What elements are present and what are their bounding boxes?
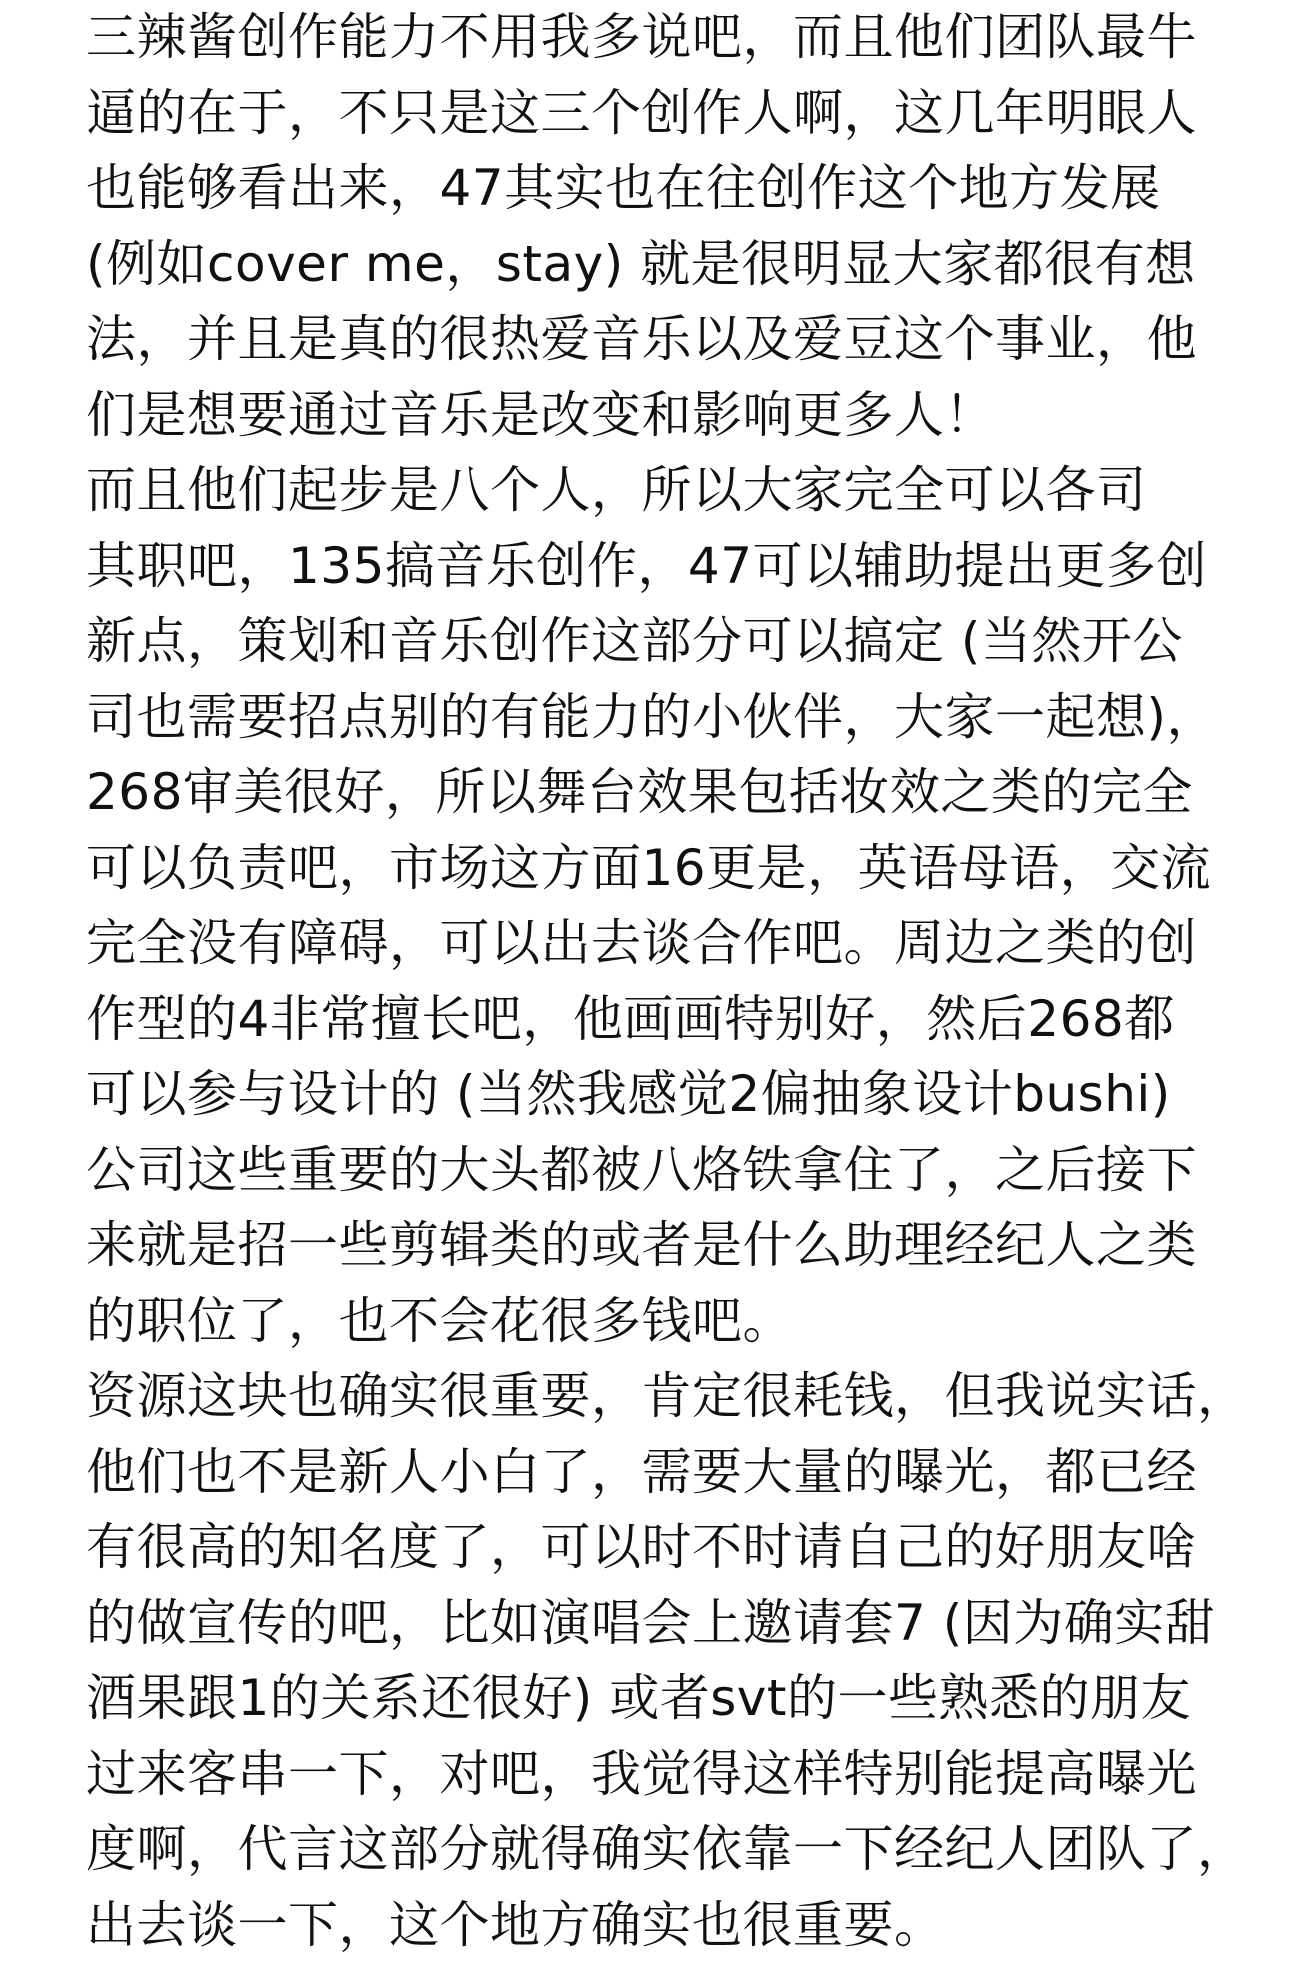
text-line: 酒果跟1的关系还很好) 或者svt的一些熟悉的朋友 <box>86 1669 1191 1727</box>
text-line: 有很高的知名度了，可以时不时请自己的好朋友啥 <box>86 1518 1197 1576</box>
text-line: 的做宣传的吧，比如演唱会上邀请套7 (因为确实甜 <box>86 1593 1216 1652</box>
text-line: 们是想要通过音乐是改变和影响更多人！ <box>86 385 995 444</box>
text-line: 度啊，代言这部分就得确实依靠一下经纪人团队了， <box>86 1820 1248 1878</box>
text-line: 的职位了，也不会花很多钱吧。 <box>86 1291 793 1350</box>
text-line: 也能够看出来，47其实也在往创作这个地方发展 <box>86 159 1161 217</box>
text-line: 可以参与设计的 (当然我感觉2偏抽象设计bushi) <box>86 1065 1171 1123</box>
text-line: 268审美很好，所以舞台效果包括妆效之类的完全 <box>86 763 1193 821</box>
text-line: 他们也不是新人小白了，需要大量的曝光，都已经 <box>86 1442 1197 1501</box>
text-line: 逼的在于，不只是这三个创作人啊，这几年明眼人 <box>86 83 1197 142</box>
text-line: 资源这块也确实很重要，肯定很耗钱，但我说实话， <box>86 1367 1248 1425</box>
text-line: 新点，策划和音乐创作这部分可以搞定 (当然开公 <box>86 612 1183 670</box>
text-line: 其职吧，135搞音乐创作，47可以辅助提出更多创 <box>86 536 1208 595</box>
text-line: 作型的4非常擅长吧，他画画特别好，然后268都 <box>86 989 1175 1048</box>
text-line: 可以负责吧，市场这方面16更是，英语母语，交流 <box>86 838 1212 897</box>
text-line: (例如cover me，stay) 就是很明显大家都很有想 <box>86 234 1196 293</box>
text-line: 司也需要招点别的有能力的小伙伴，大家一起想)， <box>86 687 1218 746</box>
text-line: 三辣酱创作能力不用我多说吧，而且他们团队最牛 <box>86 8 1197 66</box>
text-line: 完全没有障碍，可以出去谈合作吧。周边之类的创 <box>86 914 1197 972</box>
text-line: 过来客串一下，对吧，我觉得这样特别能提高曝光 <box>86 1744 1197 1803</box>
text-line: 而且他们起步是八个人，所以大家完全可以各司 <box>86 461 1147 519</box>
text-line: 出去谈一下，这个地方确实也很重要。 <box>86 1895 945 1954</box>
text-line: 公司这些重要的大头都被八烙铁拿住了，之后接下 <box>86 1140 1197 1199</box>
text-line: 法，并且是真的很热爱音乐以及爱豆这个事业，他 <box>86 310 1197 368</box>
text-line: 来就是招一些剪辑类的或者是什么助理经纪人之类 <box>86 1216 1197 1274</box>
document-body <box>86 0 1290 1963</box>
